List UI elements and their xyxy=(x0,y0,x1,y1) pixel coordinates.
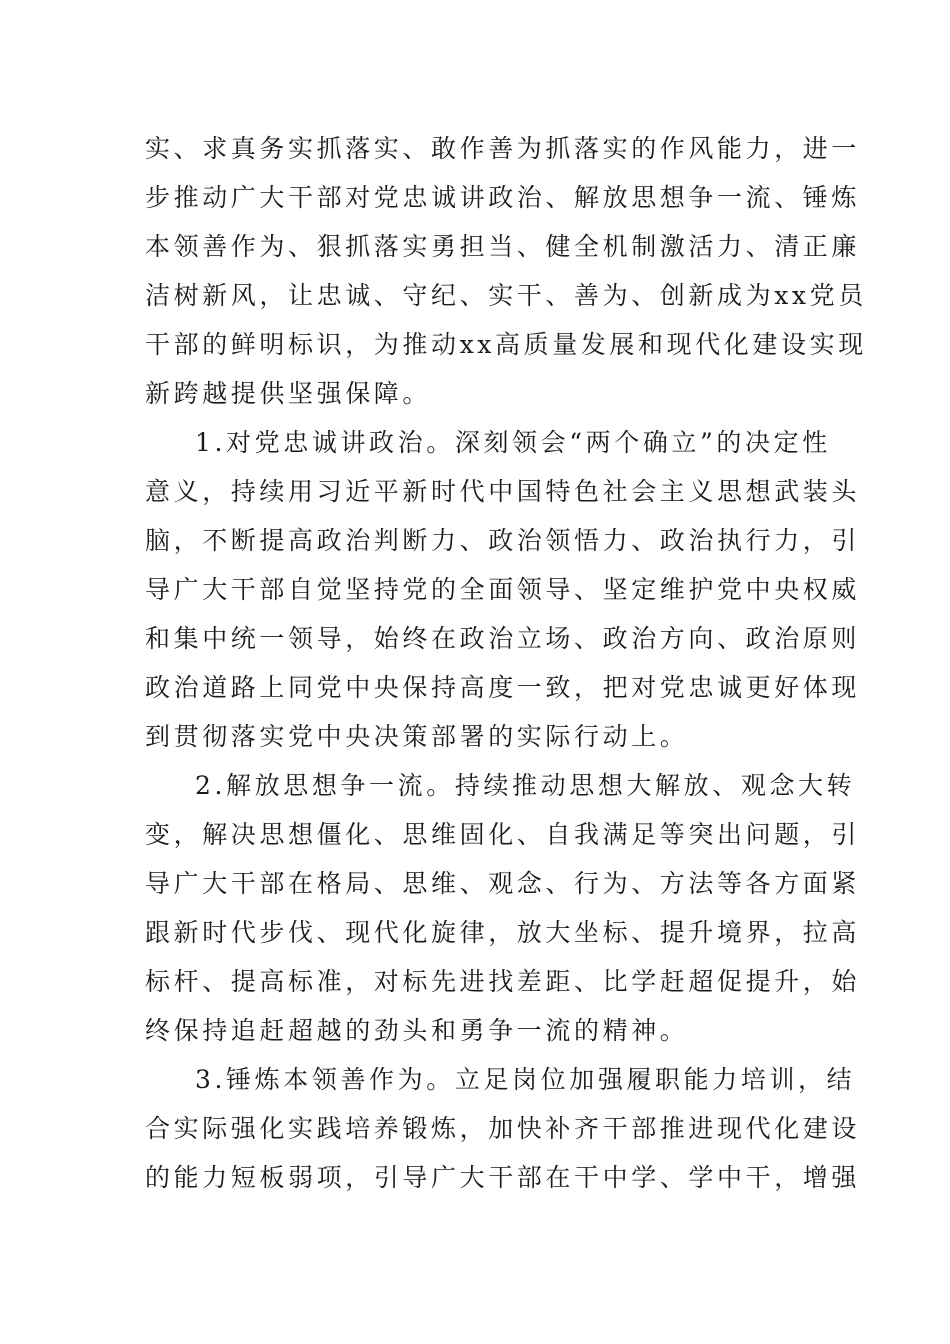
text-line: 3.锤炼本领善作为。立足岗位加强履职能力培训，结 xyxy=(195,1065,856,1094)
text-line: 和集中统一领导，始终在政治立场、政治方向、政治原则 xyxy=(145,624,861,653)
text-line: 1.对党忠诚讲政治。深刻领会“两个确立”的决定性 xyxy=(195,428,831,457)
text-line: 步推动广大干部对党忠诚讲政治、解放思想争一流、锤炼 xyxy=(145,183,861,212)
text-line: 跟新时代步伐、现代化旋律，放大坐标、提升境界，拉高 xyxy=(145,918,861,947)
paragraph-intro-continued xyxy=(145,124,867,418)
document-body xyxy=(145,124,867,1202)
text-line: 本领善作为、狠抓落实勇担当、健全机制激活力、清正廉 xyxy=(145,232,861,261)
text-line: 合实际强化实践培养锻炼，加快补齐干部推进现代化建设 xyxy=(145,1114,861,1143)
paragraph-item-2 xyxy=(145,761,861,1055)
text-line: 意义，持续用习近平新时代中国特色社会主义思想武装头 xyxy=(145,477,861,506)
paragraph-item-1 xyxy=(145,418,861,761)
text-line: 的能力短板弱项，引导广大干部在干中学、学中干，增强 xyxy=(145,1163,861,1192)
text-line: 终保持追赶超越的劲头和勇争一流的精神。 xyxy=(145,1016,689,1045)
text-line: 脑，不断提高政治判断力、政治领悟力、政治执行力，引 xyxy=(145,526,861,555)
text-line: 2.解放思想争一流。持续推动思想大解放、观念大转 xyxy=(195,771,856,800)
text-line: 政治道路上同党中央保持高度一致，把对党忠诚更好体现 xyxy=(145,673,861,702)
paragraph-item-3 xyxy=(145,1055,861,1202)
text-line: 洁树新风，让忠诚、守纪、实干、善为、创新成为xx党员 xyxy=(145,281,867,310)
text-line: 标杆、提高标准，对标先进找差距、比学赶超促提升，始 xyxy=(145,967,861,996)
text-line: 变，解决思想僵化、思维固化、自我满足等突出问题，引 xyxy=(145,820,861,849)
text-line: 干部的鲜明标识，为推动xx高质量发展和现代化建设实现 xyxy=(145,330,867,359)
text-line: 导广大干部自觉坚持党的全面领导、坚定维护党中央权威 xyxy=(145,575,861,604)
text-line: 到贯彻落实党中央决策部署的实际行动上。 xyxy=(145,722,689,751)
text-line: 新跨越提供坚强保障。 xyxy=(145,379,432,408)
text-line: 实、求真务实抓落实、敢作善为抓落实的作风能力，进一 xyxy=(145,134,861,163)
text-line: 导广大干部在格局、思维、观念、行为、方法等各方面紧 xyxy=(145,869,861,898)
